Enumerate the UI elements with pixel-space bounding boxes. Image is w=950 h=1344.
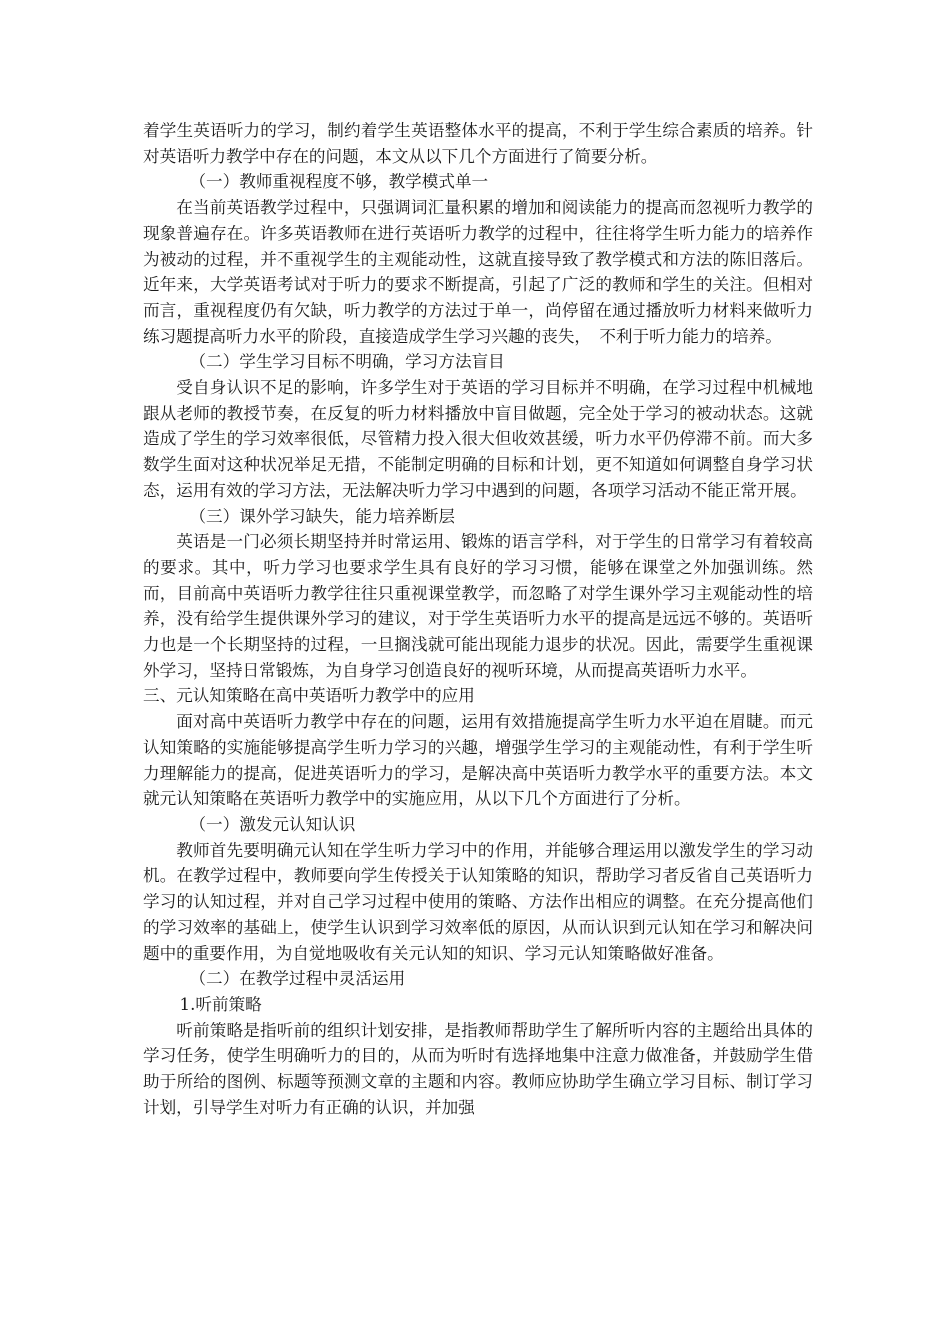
paragraph: 面对高中英语听力教学中存在的问题，运用有效措施提高学生听力水平迫在眉睫。而元认知策略的实施能够提高学生听力学习的兴趣，增强学生学习的主观能动性，有利于学生听力理解能力的提高，促进英语听力的学习，是解决高中英语听力教学水平的重要方法。本文就元认知策略在英语听力教学中的实施应用，从以下几个方面进行了分析。: [143, 712, 813, 809]
subheading-metacognition: （一）激发元认知认识: [189, 814, 356, 834]
paragraph: 教师首先要明确元认知在学生听力学习中的作用，并能够合理运用以激发学生的学习动机。在教学过程中，教师要向学生传授关于认知策略的知识，帮助学习者反省自己英语听力学习的认知过程，并对自己学习过程中使用的策略、方法作出相应的调整。在充分提高他们的学习效率的基础上，使学生认识到学习效率低的原因，从而认识到元认知在学习和解决问题中的重要作用，为自觉地吸收有关元认知的知识、学习元认知策略做好准备。: [143, 840, 813, 963]
paragraph: 受自身认识不足的影响，许多学生对于英语的学习目标并不明确，在学习过程中机械地跟从老师的教授节奏，在反复的听力材料播放中盲目做题，完全处于学习的被动状态。这就造成了学生的学习效率很低，尽管精力投入很大但收效甚缓，听力水平仍停滞不前。而大多数学生面对这种状况举足无措，不能制定明确的目标和计划，更不知道如何调整自身学习状态，运用有效的学习方法，无法解决听力学习中遇到的问题，各项学习活动不能正常开展。: [143, 378, 813, 500]
paragraph-continued: 着学生英语听力的学习，制约着学生英语整体水平的提高，不利于学生综合素质的培养。针对英语听力教学中存在的问题，本文从以下几个方面进行了简要分析。: [143, 121, 813, 166]
paragraph: 听前策略是指听前的组织计划安排，是指教师帮助学生了解所听内容的主题给出具体的学习任务，使学生明确听力的目的，从而为听时有选择地集中注意力做准备，并鼓励学生借助于所给的图例、标题等预测文章的主题和内容。教师应协助学生确立学习目标、制订学习计划，引导学生对听力有正确的认识，并加强: [143, 1020, 813, 1117]
subheading-extracurricular: （三）课外学习缺失，能力培养断层: [189, 506, 455, 526]
paragraph: 在当前英语教学过程中，只强调词汇量积累的增加和阅读能力的提高而忽视听力教学的现象普遍存在。许多英语教师在进行英语听力教学的过程中，往往将学生听力能力的培养作为被动的过程，并不重视学生的主观能动性，这就直接导致了教学模式和方法的陈旧落后。近年来，大学英语考试对于听力的要求不断提高，引起了广泛的教师和学生的关注。但相对而言，重视程度仍有欠缺，听力教学的方法过于单一，尚停留在通过播放听力材料来做听力练习题提高听力水平的阶段，直接造成学生学习兴趣的丧失， 不利于听力能力的培养。: [143, 198, 813, 346]
subheading-flexible-use: （二）在教学过程中灵活运用: [189, 969, 406, 989]
document-body: [143, 118, 813, 1120]
paragraph: 英语是一门必须长期坚持并时常运用、锻炼的语言学科，对于学生的日常学习有着较高的要求。其中，听力学习也要求学生具有良好的学习习惯，能够在课堂之外加强训练。然而，目前高中英语听力教学往往只重视课堂教学，而忽略了对学生课外学习主观能动性的培养，没有给学生提供课外学习的建议，对于学生英语听力水平的提高是远远不够的。英语听力也是一个长期坚持的过程，一旦搁浅就可能出现能力退步的状况。因此，需要学生重视课外学习，坚持日常锻炼，为自身学习创造良好的视听环境，从而提高英语听力水平。: [143, 532, 813, 680]
subheading-teacher-attention: （一）教师重视程度不够，教学模式单一: [189, 172, 489, 192]
numbered-heading-pre-listening: 1.听前策略: [179, 994, 262, 1014]
section-heading: 三、元认知策略在高中英语听力教学中的应用: [143, 686, 475, 706]
subheading-student-goals: （二）学生学习目标不明确，学习方法盲目: [189, 352, 505, 372]
